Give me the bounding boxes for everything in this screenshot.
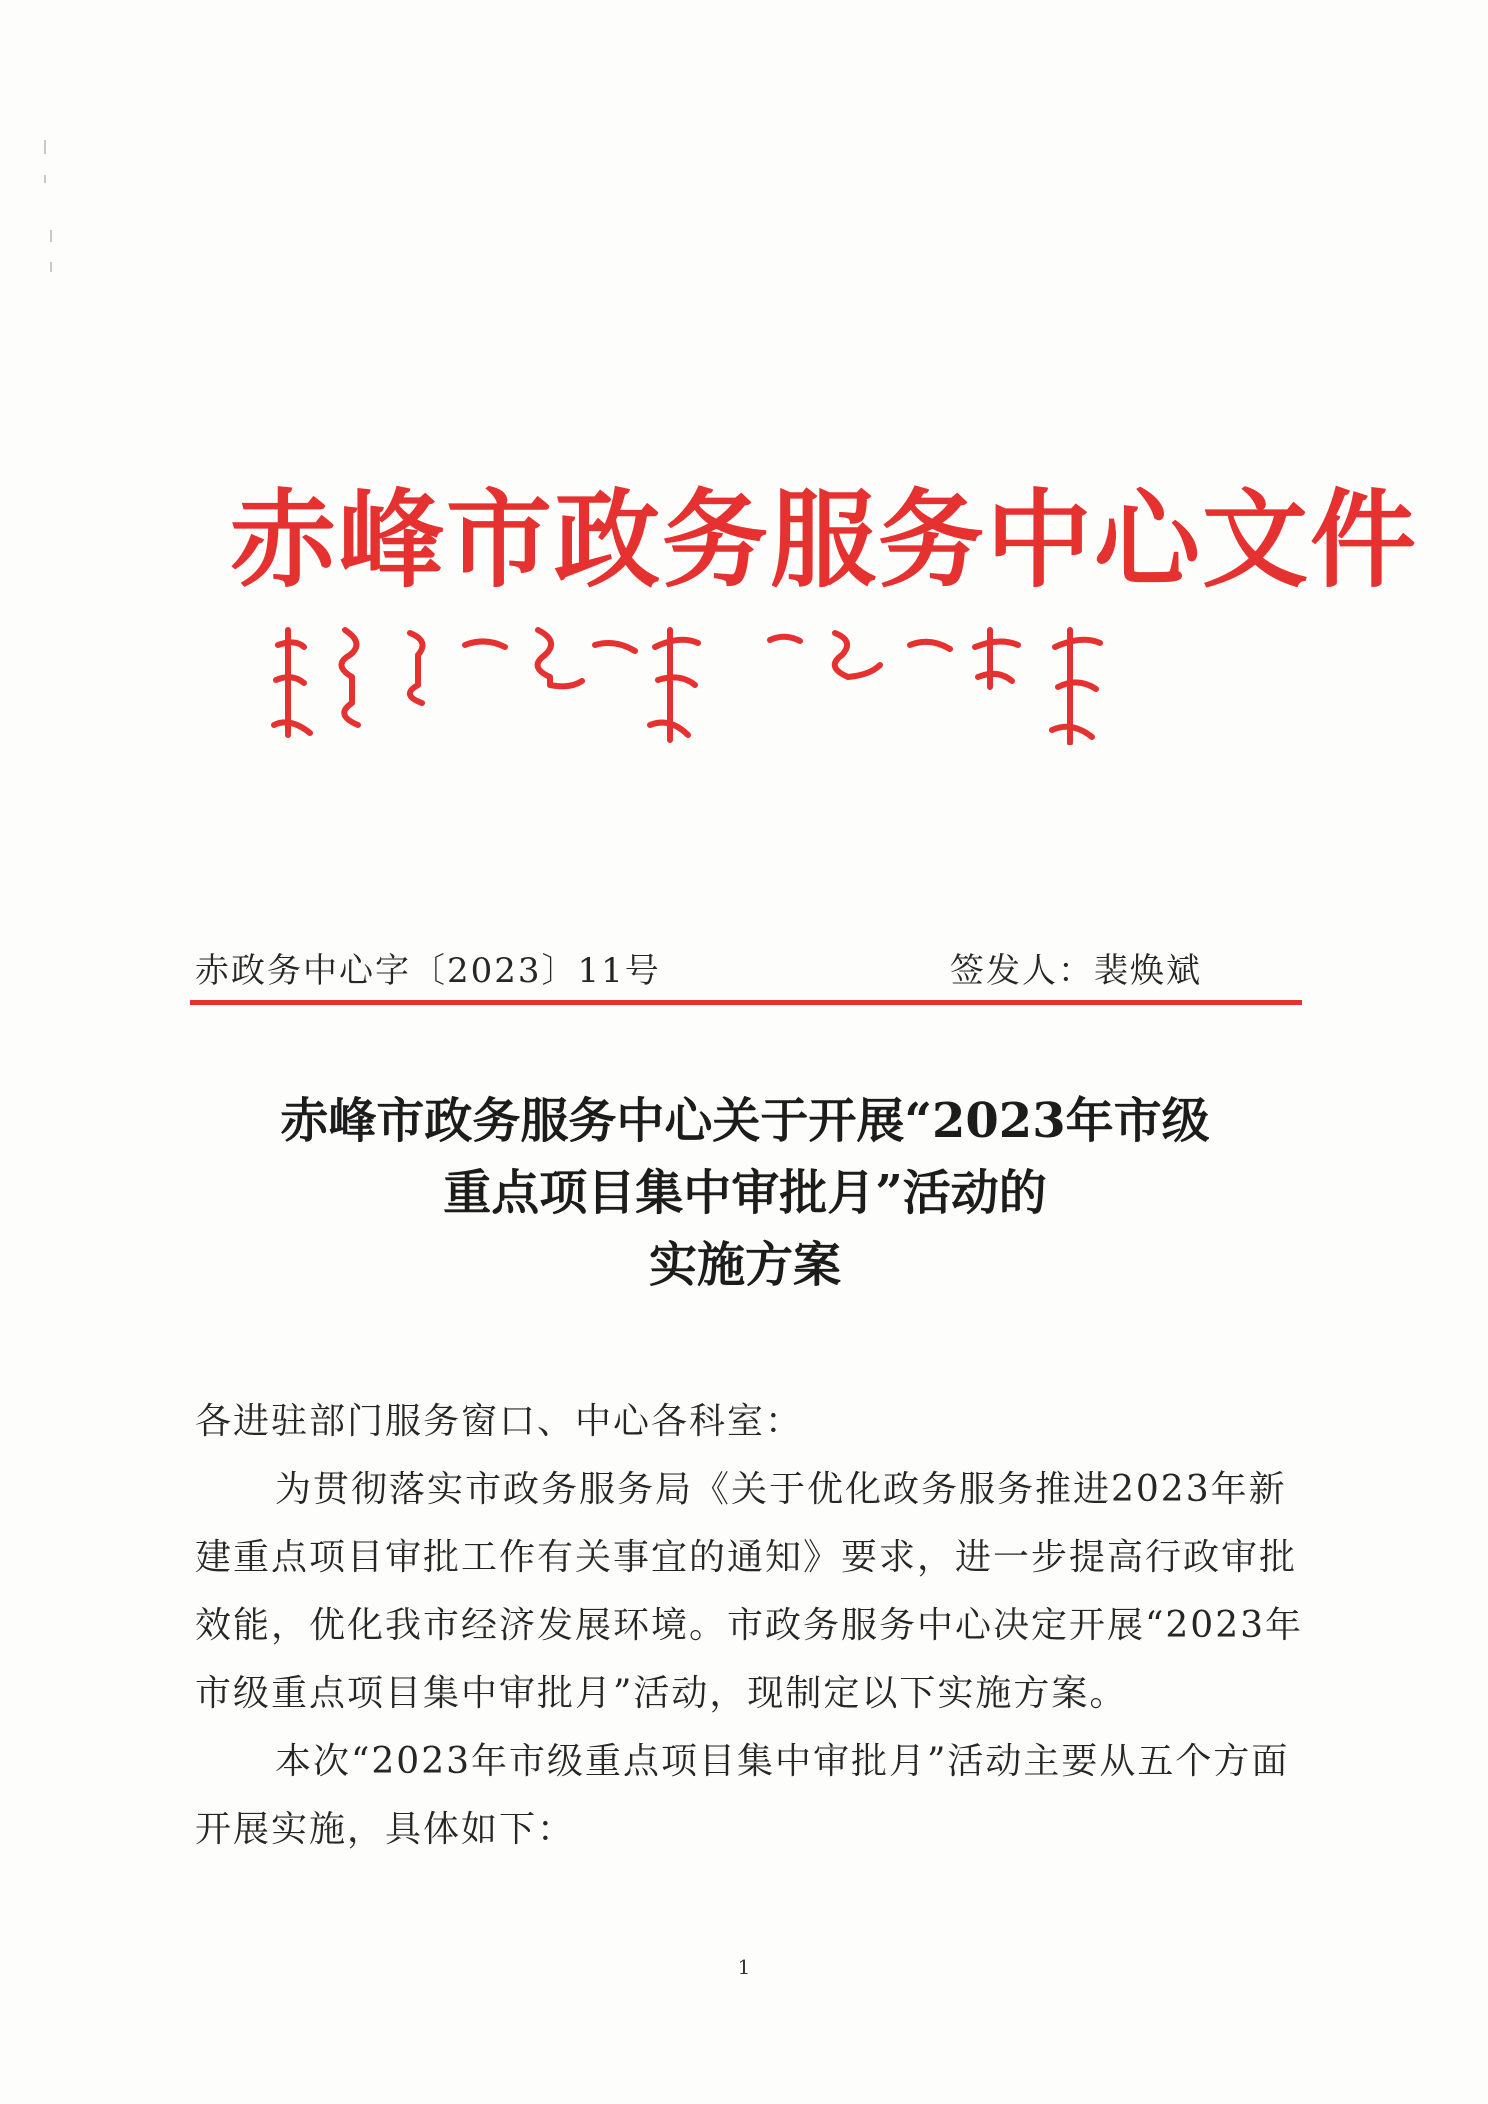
page-number: 1 (737, 1955, 751, 1979)
salutation: 各进驻部门服务窗口、中心各科室： (195, 1401, 804, 1442)
document-title (170, 1085, 1320, 1301)
document-body (195, 1388, 1310, 1864)
masthead-title: 赤峰市政务服务中心文件 (230, 477, 1418, 602)
document-number: 赤政务中心字〔2023〕11号 (195, 951, 661, 991)
title-line: 赤峰市政务服务中心关于开展“2023年市级 (280, 1093, 1210, 1149)
scan-artifact (44, 140, 46, 154)
title-line: 实施方案 (648, 1237, 841, 1293)
body-paragraph: 为贯彻落实市政务服务局《关于优化政务服务推进2023年新建重点项目审批工作有关事宜的通知》要求，进一步提高行政审批效能，优化我市经济发展环境。市政务服务中心决定开展“2023年市级重点项目集中审批月”活动，现制定以下实施方案。 (195, 1469, 1304, 1714)
scan-artifact (50, 230, 52, 242)
red-separator-rule (190, 1000, 1302, 1005)
body-paragraph: 本次“2023年市级重点项目集中审批月”活动主要从五个方面开展实施，具体如下： (195, 1741, 1290, 1850)
scan-artifact (50, 262, 52, 272)
issuer-signature: 签发人：裴焕斌 (950, 951, 1202, 991)
masthead-mongolian-script (270, 625, 1270, 745)
title-line: 重点项目集中审批月”活动的 (443, 1165, 1047, 1221)
scan-artifact (44, 175, 46, 183)
